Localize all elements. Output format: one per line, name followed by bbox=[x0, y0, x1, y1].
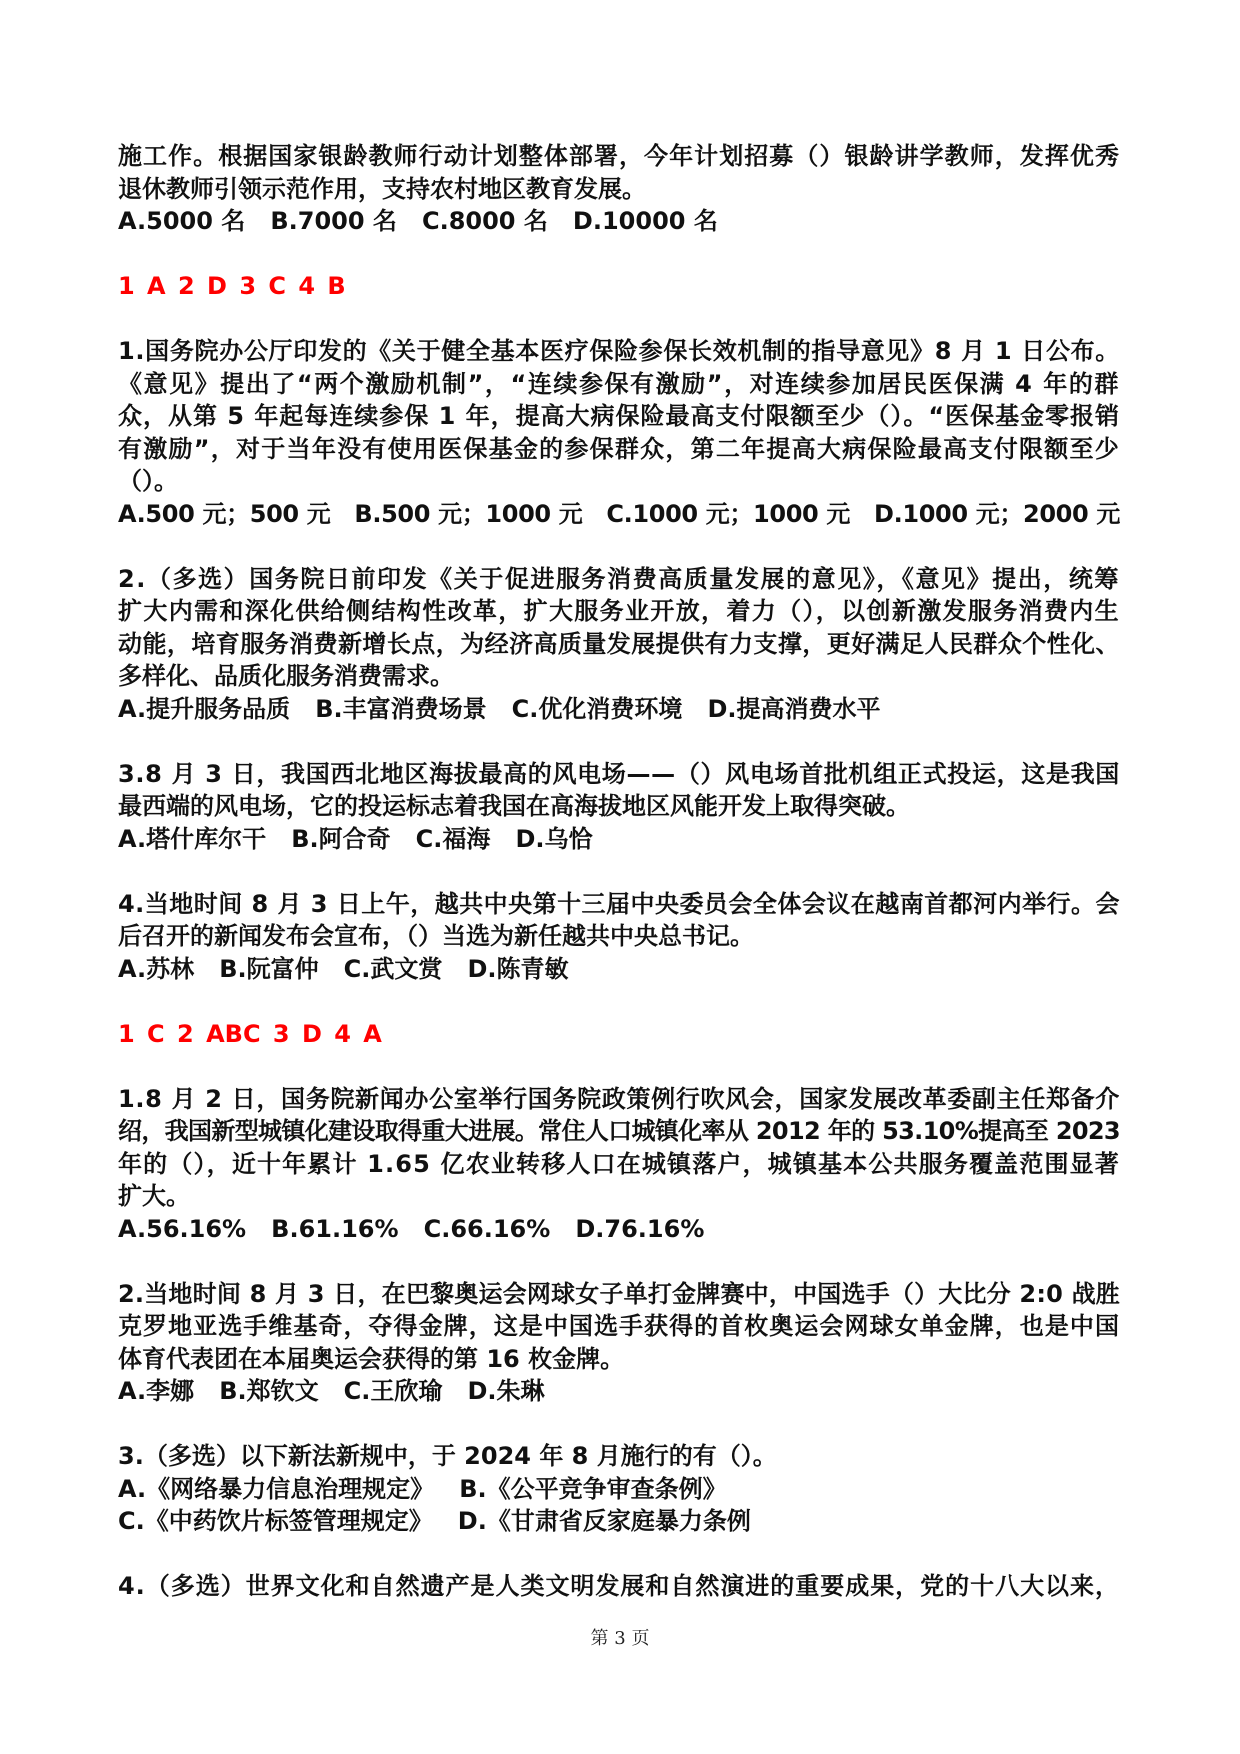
answer-options: C.《中药饮片标签管理规定》 D.《甘肃省反家庭暴力条例 bbox=[118, 1507, 751, 1535]
question-text-line: 扩大内需和深化供给侧结构性改革，扩大服务业开放，着力（），以创新激发服务消费内生 bbox=[118, 597, 1120, 625]
answer-key-2 bbox=[118, 1018, 1122, 1051]
answer-options: A.5000 名 B.7000 名 C.8000 名 D.10000 名 bbox=[118, 207, 718, 235]
answer-options: A.提升服务品质 B.丰富消费场景 C.优化消费环境 D.提高消费水平 bbox=[118, 694, 881, 723]
question-1 bbox=[118, 335, 1122, 530]
question-text-line: 有激励”，对于当年没有使用医保基金的参保群众，第二年提高大病保险最高支付限额至少 bbox=[118, 434, 1120, 463]
answer-options: A.56.16% B.61.16% C.66.16% D.76.16% bbox=[118, 1214, 705, 1243]
question-text-line: 3.8 月 3 日，我国西北地区海拔最高的风电场——（）风电场首批机组正式投运，这是我国 bbox=[118, 759, 1120, 788]
question-text-line: 3.（多选）以下新法新规中，于 2024 年 8 月施行的有（）。 bbox=[118, 1442, 777, 1470]
question-text-line: 退休教师引领示范作用，支持农村地区教育发展。 bbox=[118, 174, 646, 203]
answer-key-1 bbox=[118, 270, 1122, 303]
answer-options: A.500 元；500 元 B.500 元；1000 元 C.1000 元；1000 元 D.1000 元；2000 元 bbox=[118, 499, 1121, 528]
question-text-line: 4.当地时间 8 月 3 日上午，越共中央第十三届中央委员会全体会议在越南首都河内举行。会 bbox=[118, 889, 1121, 918]
answer-options: A.苏林 B.阮富仲 C.武文赏 D.陈青敏 bbox=[118, 954, 569, 983]
question-text-line: 4.（多选）世界文化和自然遗产是人类文明发展和自然演进的重要成果，党的十八大以来， bbox=[118, 1572, 1120, 1600]
question-text-line: 动能，培育服务消费新增长点，为经济高质量发展提供有力支撑，更好满足人民群众个性化、 bbox=[118, 629, 1120, 658]
question-text-line: 多样化、品质化服务消费需求。 bbox=[118, 662, 454, 690]
question-4 bbox=[118, 1570, 1122, 1603]
question-text-line: 克罗地亚选手维基奇，夺得金牌，这是中国选手获得的首枚奥运会网球女单金牌，也是中国 bbox=[118, 1312, 1120, 1340]
answer-options: A.《网络暴力信息治理规定》 B.《公平竞争审查条例》 bbox=[118, 1474, 727, 1503]
question-text-line: 扩大。 bbox=[118, 1182, 190, 1210]
question-text-line: 《意见》提出了“两个激励机制”，“连续参保有激励”，对连续参加居民医保满 4 年的群 bbox=[118, 369, 1120, 398]
question-text-line: 体育代表团在本届奥运会获得的第 16 枚金牌。 bbox=[118, 1344, 625, 1373]
question-3 bbox=[118, 1440, 1122, 1538]
question-3 bbox=[118, 758, 1122, 856]
document-page bbox=[118, 140, 1122, 1635]
question-text-line: 年的（），近十年累计 1.65 亿农业转移人口在城镇落户，城镇基本公共服务覆盖范围显著 bbox=[118, 1149, 1120, 1178]
question-text-line: 2.（多选）国务院日前印发《关于促进服务消费高质量发展的意见》，《意见》提出，统筹 bbox=[118, 564, 1120, 593]
question-text-line: 1.8 月 2 日，国务院新闻办公室举行国务院政策例行吹风会，国家发展改革委副主任郑备介 bbox=[118, 1084, 1120, 1113]
question-text-line: 众，从第 5 年起每连续参保 1 年，提高大病保险最高支付限额至少（）。“医保基金零报销 bbox=[118, 402, 1121, 430]
question-text-line: （）。 bbox=[118, 467, 178, 495]
question-continued bbox=[118, 140, 1122, 238]
answer-key-text: 1 C 2 ABC 3 D 4 A bbox=[118, 1019, 382, 1048]
question-text-line: 施工作。根据国家银龄教师行动计划整体部署，今年计划招募（）银龄讲学教师，发挥优秀 bbox=[118, 142, 1120, 170]
question-text-line: 后召开的新闻发布会宣布，（）当选为新任越共中央总书记。 bbox=[118, 922, 754, 950]
question-1 bbox=[118, 1083, 1122, 1246]
question-4 bbox=[118, 888, 1122, 986]
answer-options: A.塔什库尔干 B.阿合奇 C.福海 D.乌恰 bbox=[118, 824, 593, 853]
question-text-line: 绍，我国新型城镇化建设取得重大进展。常住人口城镇化率从 2012 年的 53.10%提高至 2023 bbox=[118, 1117, 1120, 1145]
question-text-line: 2.当地时间 8 月 3 日，在巴黎奥运会网球女子单打金牌赛中，中国选手（）大比分 2:0 战胜 bbox=[118, 1279, 1120, 1308]
question-2 bbox=[118, 1278, 1122, 1408]
question-text-line: 最西端的风电场，它的投运标志着我国在高海拔地区风能开发上取得突破。 bbox=[118, 792, 910, 820]
question-text-line: 1.国务院办公厅印发的《关于健全基本医疗保险参保长效机制的指导意见》8 月 1 日公布。 bbox=[118, 337, 1120, 365]
answer-key-text: 1 A 2 D 3 C 4 B bbox=[118, 272, 346, 300]
question-2 bbox=[118, 563, 1122, 726]
answer-options: A.李娜 B.郑钦文 C.王欣瑜 D.朱琳 bbox=[118, 1377, 545, 1405]
page-number: 第 3 页 bbox=[590, 1628, 650, 1649]
